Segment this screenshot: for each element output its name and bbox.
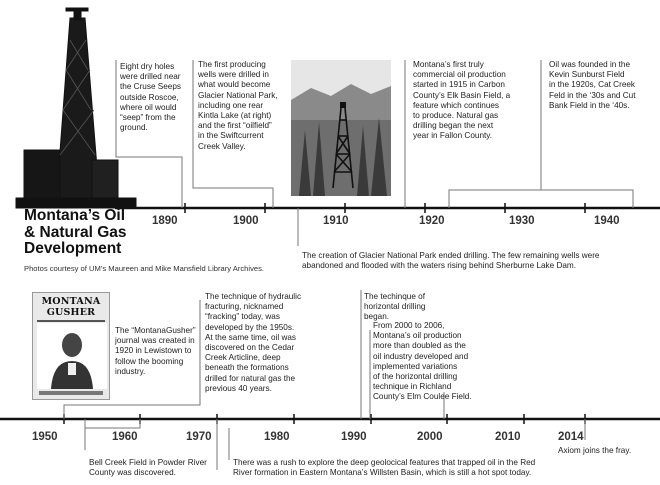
event-line: in the 1920s, Cat Creek — [549, 80, 636, 90]
event-line: County’s Elm Coulee Field. — [373, 392, 472, 402]
event-line: “seep” from the — [120, 113, 176, 123]
event-line: industry. — [115, 366, 146, 376]
event-line: Feld in the ‘30s and Cut — [549, 90, 636, 100]
event-line: horizontal drilling — [364, 302, 426, 312]
event-line: The technique of hydraulic — [205, 292, 302, 301]
event-cruse-seeps — [120, 62, 192, 133]
event-line: “fracking” today, was — [205, 312, 280, 322]
magazine-subtitle-rule — [37, 320, 105, 322]
event-line: follow the booming — [115, 356, 184, 366]
event-line: including one rear — [198, 100, 264, 110]
event-line: Eight dry holes — [120, 62, 175, 71]
event-line: developed by the 1950s. — [205, 322, 295, 332]
event-line: abandoned and flooded with the waters rising behind Sherburne Lake Dam. — [302, 261, 577, 271]
photo-credit: Photos courtesy of UM’s Maureen and Mike Mansfield Library Archives. — [24, 264, 265, 273]
event-axiom-joins — [558, 446, 648, 456]
magazine-portrait — [37, 323, 107, 389]
event-line: started in 1915 in Carbon — [413, 80, 505, 90]
event-line: drilled for natural gas the — [205, 373, 296, 383]
year-label-1980: 1980 — [264, 431, 290, 443]
event-line: of the horizontal drilling — [373, 372, 458, 382]
year-label-2010: 2010 — [495, 431, 521, 443]
event-line: Glacier National Park, — [198, 90, 278, 100]
event-glacier-first-wells — [198, 60, 290, 152]
event-line: in the Swiftcurrent — [198, 131, 264, 141]
event-line: outside Roscoe, — [120, 92, 179, 102]
year-label-1910: 1910 — [323, 215, 349, 227]
event-line: commercial oil production — [413, 70, 506, 80]
year-label-1930: 1930 — [509, 215, 535, 227]
year-label-1990: 1990 — [341, 431, 367, 443]
event-line: ground. — [120, 123, 148, 133]
event-line: drilling began the next — [413, 121, 494, 131]
event-bell-creek-field — [89, 458, 229, 478]
event-line: Axiom joins the fray. — [558, 446, 632, 455]
event-line: year in Fallon County. — [413, 131, 493, 141]
event-line: From 2000 to 2006, — [373, 321, 445, 330]
event-line: Montana’s first truly — [413, 60, 484, 69]
event-line: The creation of Glacier National Park ended drilling. The few remaining wells were — [302, 251, 600, 260]
event-line: the Cruse Seeps — [120, 82, 181, 92]
year-label-1970: 1970 — [186, 431, 212, 443]
year-label-2014: 2014 — [558, 431, 584, 443]
event-line: The “MontanaGusher” — [115, 326, 196, 335]
event-line: Montana’s oil production — [373, 331, 462, 341]
title-line-3: Development — [24, 240, 122, 257]
montana-gusher-cover — [32, 292, 110, 400]
event-line: Oil was founded in the — [549, 60, 631, 69]
event-line: oil industry developed and — [373, 351, 469, 361]
event-horizontal-drilling — [364, 292, 444, 323]
year-label-1940: 1940 — [594, 215, 620, 227]
event-line: began. — [364, 312, 390, 322]
event-line: 1920 in Lewistown to — [115, 346, 192, 356]
event-elm-coulee-field — [373, 321, 493, 403]
year-label-2000: 2000 — [417, 431, 443, 443]
event-line: There was a rush to explore the deep geolocical features that trapped oil in the Red — [233, 458, 536, 467]
event-line: Bank Field in the ‘40s. — [549, 100, 630, 110]
event-line: Creek Valley. — [198, 141, 246, 151]
magazine-footer-rule — [39, 391, 103, 395]
event-line: Creek Articline, deep — [205, 353, 281, 363]
event-line: At the same time, oil was — [205, 332, 297, 342]
event-glacier-park-creation — [302, 251, 652, 271]
event-kevin-sunburst — [549, 60, 649, 111]
event-line: were drilled near — [120, 72, 181, 82]
event-line: journal was created in — [115, 336, 195, 346]
event-line: discovered on the Cedar — [205, 343, 295, 353]
event-line: and the first “oilfield” — [198, 121, 272, 131]
timeline-bottom-connectors — [64, 290, 585, 470]
year-label-1950: 1950 — [32, 431, 58, 443]
magazine-title: MONTANA GUSHER — [41, 296, 101, 318]
kintla-lake-derrick-photo — [291, 60, 391, 196]
event-line: to produce. Natural gas — [413, 111, 499, 121]
event-line: Kevin Sunburst Field — [549, 70, 625, 80]
event-line: implemented variations — [373, 361, 458, 371]
event-line: River formation in Eastern Montana’s Willsten Basin, which is still a hot spot today. — [233, 468, 532, 478]
event-hydraulic-fracturing — [205, 292, 315, 394]
event-line: previous 40 years. — [205, 383, 272, 393]
title-line-2: & Natural Gas — [24, 223, 127, 241]
event-montana-gusher-journal — [115, 326, 205, 377]
event-red-river-formation — [233, 458, 563, 478]
event-line: technique in Richland — [373, 382, 452, 392]
event-line: Kintla Lake (at right) — [198, 111, 272, 121]
year-label-1920: 1920 — [419, 215, 445, 227]
event-line: what would become — [198, 80, 271, 90]
year-label-1960: 1960 — [112, 431, 138, 443]
event-line: County’s Elk Basin Field, a — [413, 90, 511, 100]
event-line: beneath the formations — [205, 363, 289, 373]
event-line: more than doubled as the — [373, 341, 466, 351]
event-line: wells were drilled in — [198, 70, 269, 80]
event-line: fracturing, nicknamed — [205, 302, 284, 312]
event-line: Bell Creek Field in Powder River — [89, 458, 207, 467]
event-line: where oil would — [120, 102, 177, 112]
event-line: The first producing — [198, 60, 266, 69]
event-line: The techinque of — [364, 292, 425, 301]
oil-derrick-silhouette — [16, 8, 136, 208]
event-line: County was discovered. — [89, 468, 176, 478]
event-elk-basin-field — [413, 60, 529, 142]
year-label-1890: 1890 — [152, 215, 178, 227]
year-label-1900: 1900 — [233, 215, 259, 227]
title-line-1: Montana’s Oil — [24, 207, 126, 224]
event-line: feature which continues — [413, 100, 500, 110]
